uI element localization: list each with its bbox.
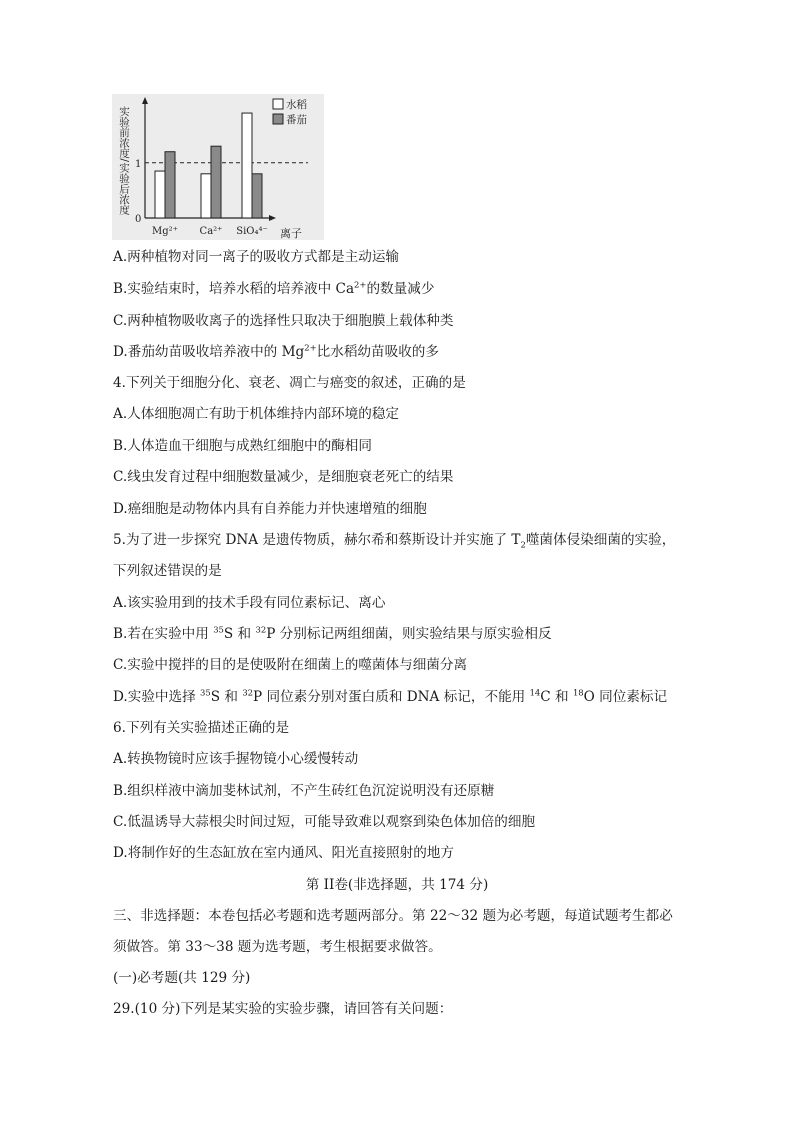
part3-intro-line1: 三、非选择题：本卷包括必考题和选考题两部分。第 22～32 题为必考题，每道试题考生都必 [113, 908, 673, 924]
legend-swatch-tomato [273, 114, 283, 124]
q5-d-part4: C 和 [540, 689, 573, 705]
y-axis-arrow [142, 97, 148, 104]
q4-option-d: D.癌细胞是动物体内具有自养能力并快速增殖的细胞 [113, 501, 427, 517]
q3-option-d-text: D.番茄幼苗吸收培养液中的 Mg [113, 344, 305, 360]
q6-option-a: A.转换物镜时应该手握物镜小心缓慢转动 [113, 751, 359, 767]
q5-b-s-sup: 35 [213, 624, 224, 635]
bar-rice-1 [201, 174, 211, 218]
q5-d-part3: P 同位素分别对蛋白质和 DNA 标记，不能用 [253, 689, 530, 705]
q5-b-part3: P 分别标记两组细菌，则实验结果与原实验相反 [266, 626, 552, 642]
y-tick-label-0: 0 [135, 214, 142, 225]
q5-option-d [113, 688, 667, 706]
q5-d-s-sup: 35 [200, 687, 211, 698]
q4-option-c: C.线虫发育过程中细胞数量减少，是细胞衰老死亡的结果 [113, 469, 454, 485]
q3-option-a: A.两种植物对同一离子的吸收方式都是主动运输 [113, 249, 400, 265]
q5-stem-sub: 2 [520, 539, 526, 550]
q5-d-o-sup: 18 [572, 687, 584, 698]
legend-label-rice: 水稻 [286, 99, 307, 111]
q5-option-c: C.实验中搅拌的目的是使吸附在细菌上的噬菌体与细菌分离 [113, 657, 468, 673]
y-tick-label-1: 1 [135, 158, 142, 170]
q6-option-d: D.将制作好的生态缸放在室内通风、阳光直接照射的地方 [113, 845, 454, 861]
x-axis-label: 离子 [280, 227, 302, 240]
x-tick-label-2: SiO₄⁴⁻ [236, 226, 268, 237]
q6-stem: 6.下列有关实验描述正确的是 [113, 720, 290, 736]
q3-option-d [113, 343, 439, 361]
bar-tomato-2 [252, 174, 262, 218]
q5-d-part1: D.实验中选择 [113, 689, 201, 705]
x-tick-labels [152, 226, 268, 237]
q5-b-part1: B.若在实验中用 [113, 626, 214, 642]
q5-b-part2: S 和 [223, 626, 256, 642]
q4-option-a: A.人体细胞凋亡有助于机体维持内部环境的稳定 [113, 406, 400, 422]
q4-option-b: B.人体造血干细胞与成熟红细胞中的酶相同 [113, 438, 372, 454]
legend [273, 98, 307, 126]
q3-option-d-sup: 2+ [304, 342, 317, 353]
q5-d-c-sup: 14 [529, 687, 541, 698]
q29-stem: 29.(10 分)下列是某实验的实验步骤，请回答有关问题： [113, 1001, 453, 1017]
q3-option-b-sup: 2+ [354, 279, 367, 290]
q4-stem: 4.下列关于细胞分化、衰老、凋亡与癌变的叙述，正确的是 [113, 375, 466, 391]
x-axis-arrow [269, 215, 276, 221]
legend-swatch-rice [273, 99, 283, 109]
bar-tomato-0 [165, 152, 175, 218]
ion-concentration-chart [112, 94, 324, 240]
q3-option-b [113, 280, 434, 298]
q5-d-part2: S 和 [210, 689, 243, 705]
q3-option-c: C.两种植物吸收离子的选择性只取决于细胞膜上载体种类 [113, 313, 454, 329]
q5-stem-line2: 下列叙述错误的是 [113, 563, 222, 579]
bar-rice-0 [155, 171, 165, 218]
q5-stem-text-end: 噬菌体侵染细菌的实验， [525, 532, 676, 548]
q5-stem-line1 [113, 531, 675, 549]
q5-d-part5: O 同位素标记 [583, 689, 668, 705]
chart-svg [112, 94, 324, 240]
required-questions-heading: (一)必考题(共 129 分) [113, 970, 251, 986]
q6-option-c: C.低温诱导大蒜根尖时间过短，可能导致难以观察到染色体加倍的细胞 [113, 814, 536, 830]
bar-tomato-1 [211, 146, 221, 218]
section-2-title: 第 II卷(非选择题，共 174 分) [305, 877, 489, 893]
y-axis-label [118, 106, 130, 215]
q5-option-b [113, 625, 552, 643]
q5-stem-text: 5.为了进一步探究 DNA 是遗传物质，赫尔希和蔡斯设计并实施了 T [113, 532, 521, 548]
bar-rice-2 [242, 113, 252, 218]
x-tick-label-1: Ca²⁺ [199, 226, 223, 237]
q5-d-p-sup: 32 [242, 687, 254, 698]
part3-intro-line2: 须做答。第 33～38 题为选考题，考生根据要求做答。 [113, 939, 442, 955]
bars-group [155, 113, 262, 218]
x-tick-label-0: Mg²⁺ [152, 226, 178, 237]
q6-option-b: B.组织样液中滴加斐林试剂，不产生砖红色沉淀说明没有还原糖 [113, 783, 495, 799]
y-axis-label-text: 实验前浓度/实验后浓度 [118, 106, 130, 215]
legend-label-tomato: 番茄 [286, 114, 307, 126]
q3-option-d-text-end: 比水稻幼苗吸收的多 [316, 344, 439, 360]
q5-b-p-sup: 32 [255, 624, 267, 635]
q5-option-a: A.该实验用到的技术手段有同位素标记、离心 [113, 595, 386, 611]
q3-option-b-text-end: 的数量减少 [366, 281, 435, 297]
q3-option-b-text: B.实验结束时，培养水稻的培养液中 Ca [113, 281, 355, 297]
